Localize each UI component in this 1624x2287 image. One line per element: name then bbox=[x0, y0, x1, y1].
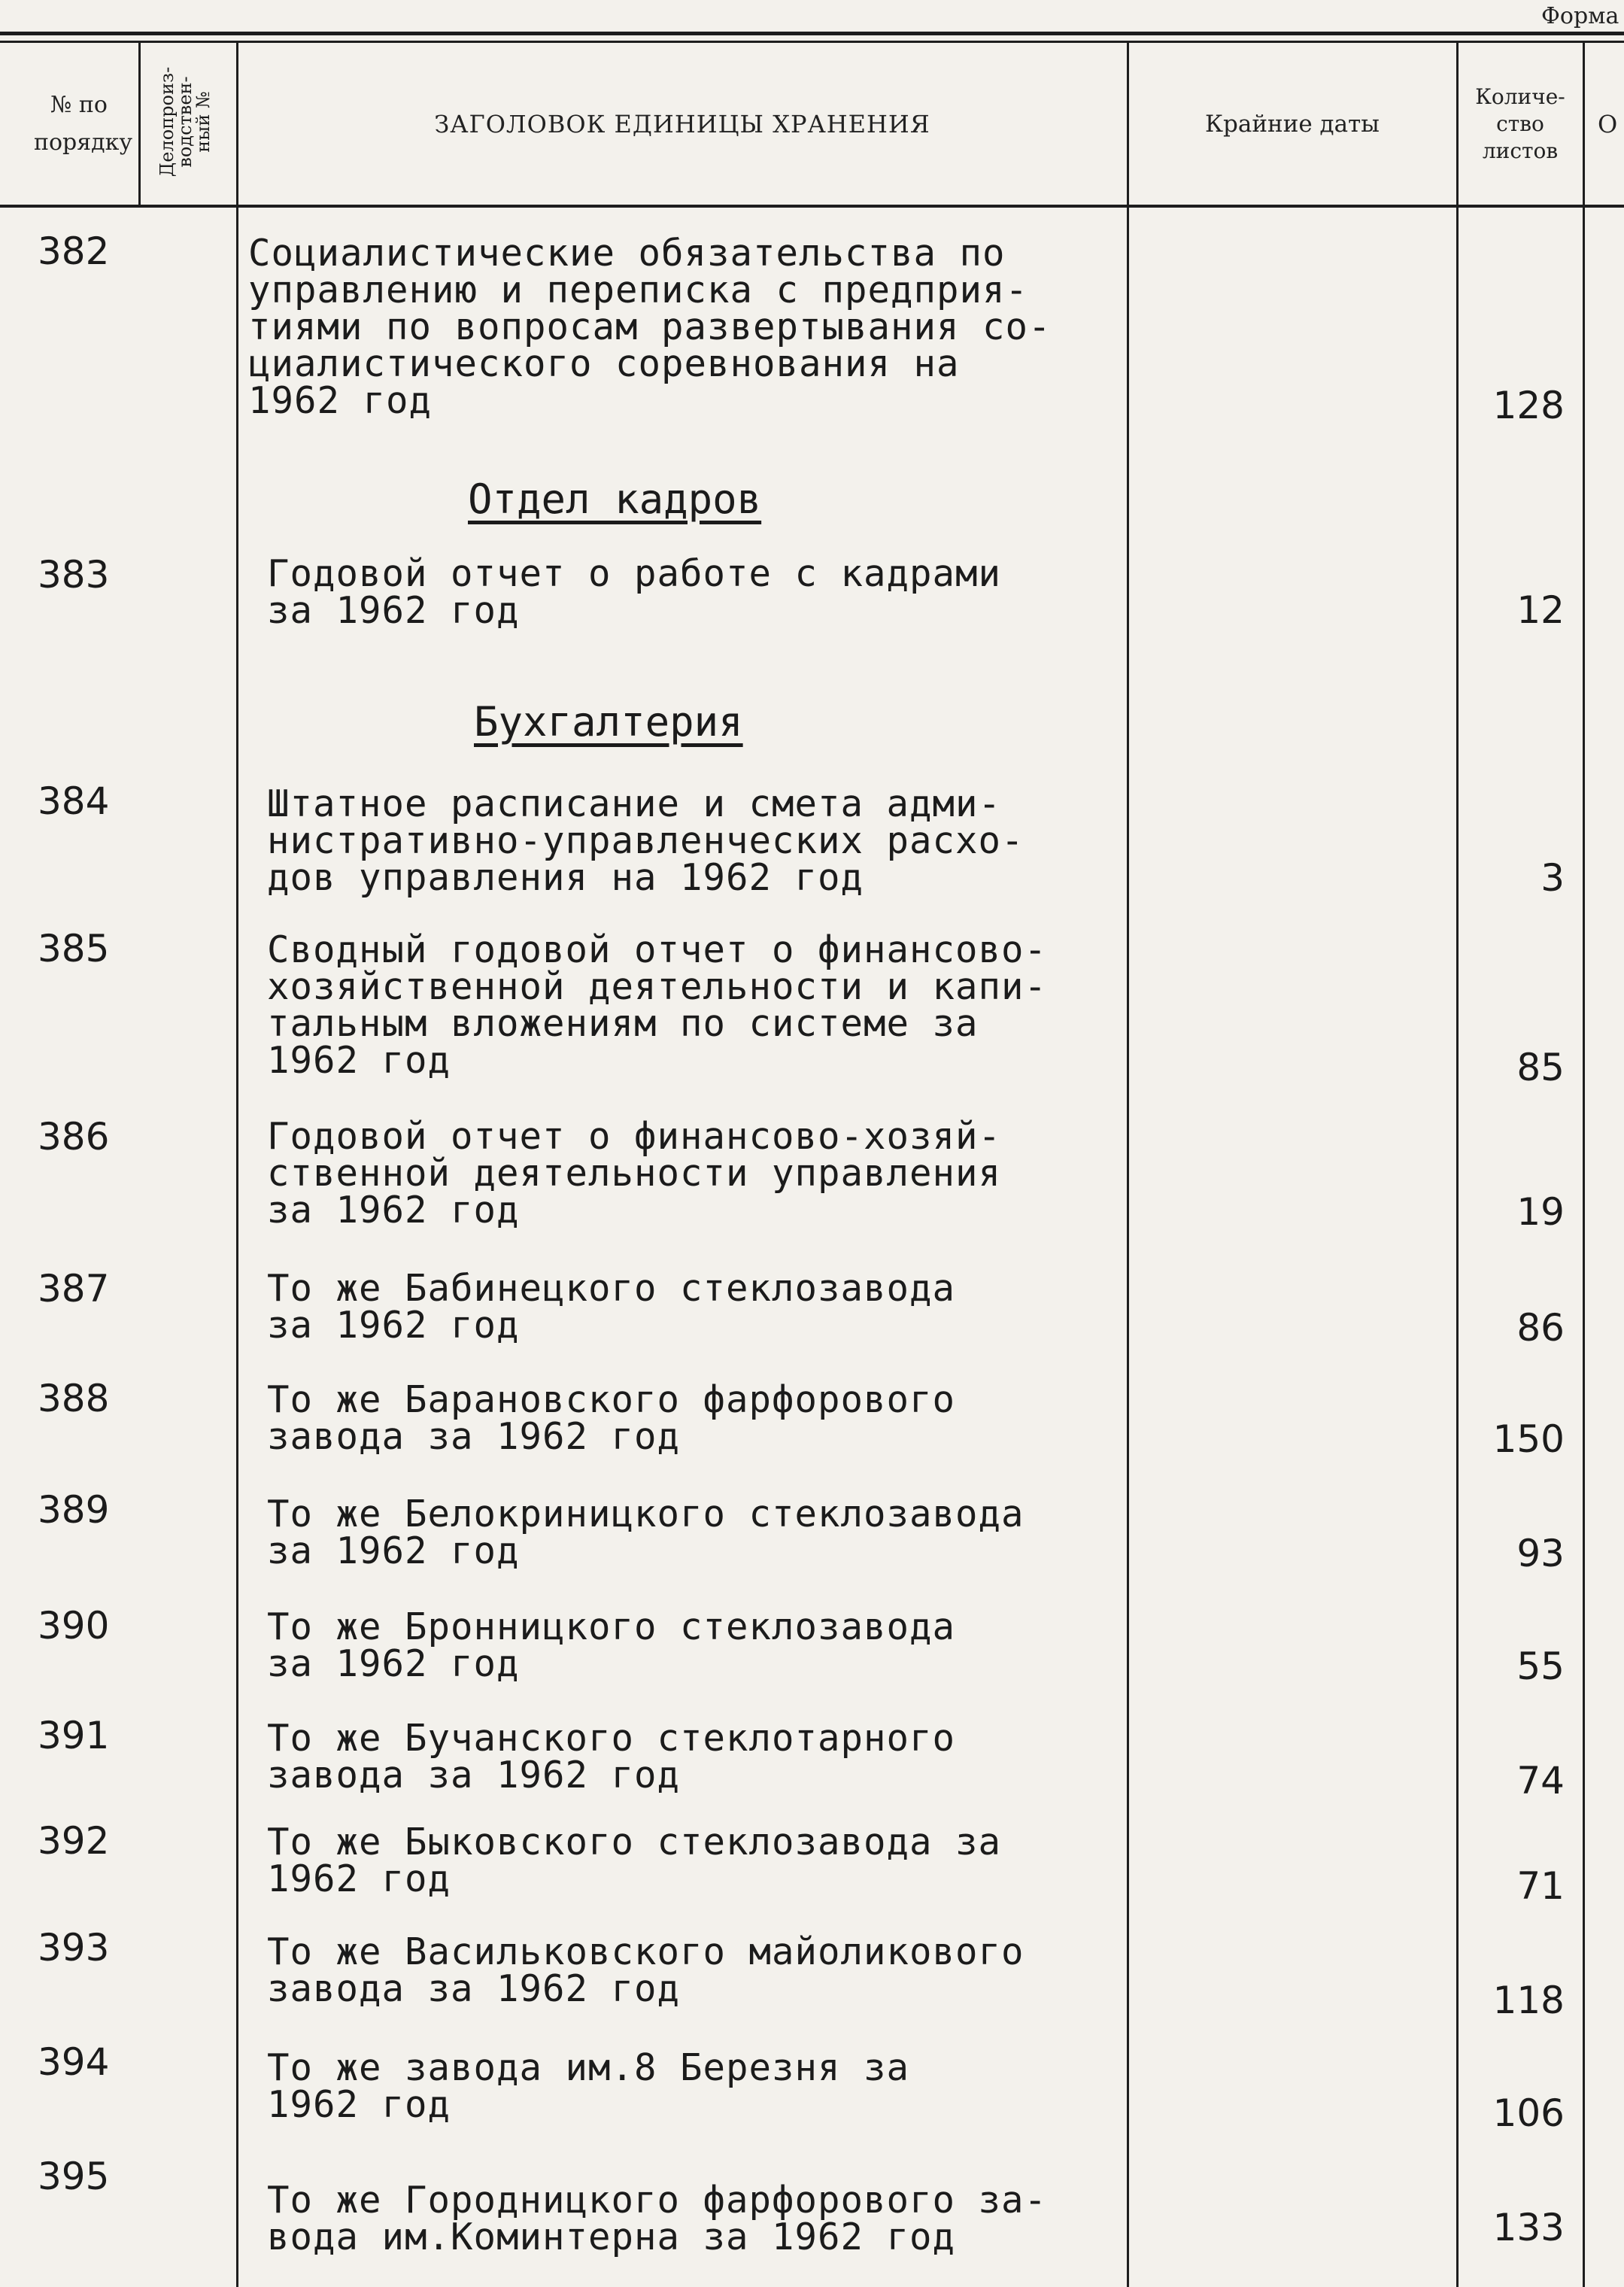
row-number: 388 bbox=[38, 1377, 110, 1420]
row-title: Годовой отчет о финансово-хозяй- ственной деятельности управления за 1962 год bbox=[267, 1115, 1002, 1232]
row-number: 386 bbox=[38, 1115, 110, 1159]
header-number: № по порядку bbox=[34, 92, 133, 156]
row-number: 391 bbox=[38, 1714, 110, 1757]
row-number: 384 bbox=[38, 779, 110, 823]
row-sheet-count: 118 bbox=[1492, 1979, 1565, 2022]
header-notes: О bbox=[1598, 110, 1618, 138]
row-title: То же Городницкого фарфорового за- вода им.Коминтерна за 1962 год bbox=[267, 2179, 1048, 2258]
row-sheet-count: 106 bbox=[1492, 2091, 1565, 2135]
row-title: То же Васильковского майоликового завода за 1962 год bbox=[267, 1930, 1024, 2010]
row-number: 395 bbox=[38, 2155, 110, 2198]
row-number: 392 bbox=[38, 1819, 110, 1863]
row-sheet-count: 12 bbox=[1516, 588, 1565, 632]
row-number: 390 bbox=[38, 1604, 110, 1648]
row-sheet-count: 133 bbox=[1492, 2206, 1565, 2249]
header-sheets: Количе- ство листов bbox=[1475, 84, 1565, 163]
form-label: Форма bbox=[1541, 3, 1619, 29]
row-title: То же Быковского стеклозавода за 1962 год bbox=[267, 1821, 1002, 1900]
col-line-2 bbox=[236, 42, 238, 2287]
row-title: Годовой отчет о работе с кадрами за 1962 год bbox=[267, 552, 1002, 632]
row-number: 393 bbox=[38, 1926, 110, 1970]
row-number: 394 bbox=[38, 2040, 110, 2084]
row-number: 383 bbox=[38, 553, 110, 597]
row-title: Социалистические обязательства по управлению и переписка с предприя- тиями по вопросам развертывания со- циалистического соревнования на 1962 год bbox=[248, 232, 1052, 422]
row-title: Сводный годовой отчет о финансово- хозяйственной деятельности и капи- тальным вложениям по системе за 1962 год bbox=[267, 928, 1048, 1082]
row-sheet-count: 128 bbox=[1492, 384, 1565, 427]
row-title: То же Бучанского стеклотарного завода за 1962 год bbox=[267, 1717, 956, 1796]
header-office-number: Делопроиз- водствен- ный № bbox=[156, 66, 214, 178]
row-sheet-count: 71 bbox=[1516, 1864, 1565, 1908]
top-rule bbox=[0, 32, 1624, 35]
row-number: 389 bbox=[38, 1488, 110, 1532]
col-line-4 bbox=[1456, 42, 1459, 2287]
row-sheet-count: 55 bbox=[1516, 1645, 1565, 1688]
section-heading: Отдел кадров bbox=[468, 475, 762, 523]
header-bottom-rule bbox=[0, 205, 1624, 208]
row-sheet-count: 93 bbox=[1516, 1532, 1565, 1575]
row-sheet-count: 85 bbox=[1516, 1046, 1565, 1089]
row-title: Штатное расписание и смета адми- нистративно-управленческих расхо- дов управления на 1962 год bbox=[267, 782, 1024, 899]
section-heading: Бухгалтерия bbox=[474, 698, 743, 746]
row-title: То же Бабинецкого стеклозавода за 1962 год bbox=[267, 1267, 956, 1347]
row-sheet-count: 150 bbox=[1492, 1417, 1565, 1461]
header-dates: Крайние даты bbox=[1205, 111, 1380, 138]
row-number: 385 bbox=[38, 927, 110, 970]
row-title: То же Белокриницкого стеклозавода за 1962 год bbox=[267, 1493, 1024, 1572]
header-title: ЗАГОЛОВОК ЕДИНИЦЫ ХРАНЕНИЯ bbox=[434, 110, 930, 138]
top-rule-thin bbox=[0, 41, 1624, 43]
row-sheet-count: 74 bbox=[1516, 1759, 1565, 1803]
row-number: 382 bbox=[38, 229, 110, 273]
row-sheet-count: 19 bbox=[1516, 1190, 1565, 1234]
row-sheet-count: 3 bbox=[1541, 856, 1565, 900]
row-sheet-count: 86 bbox=[1516, 1306, 1565, 1350]
row-title: То же Барановского фарфорового завода за 1962 год bbox=[267, 1378, 956, 1458]
row-title: То же Бронницкого стеклозавода за 1962 год bbox=[267, 1605, 956, 1685]
col-line-5 bbox=[1583, 42, 1585, 2287]
row-title: То же завода им.8 Березня за 1962 год bbox=[267, 2046, 910, 2126]
row-number: 387 bbox=[38, 1267, 110, 1311]
